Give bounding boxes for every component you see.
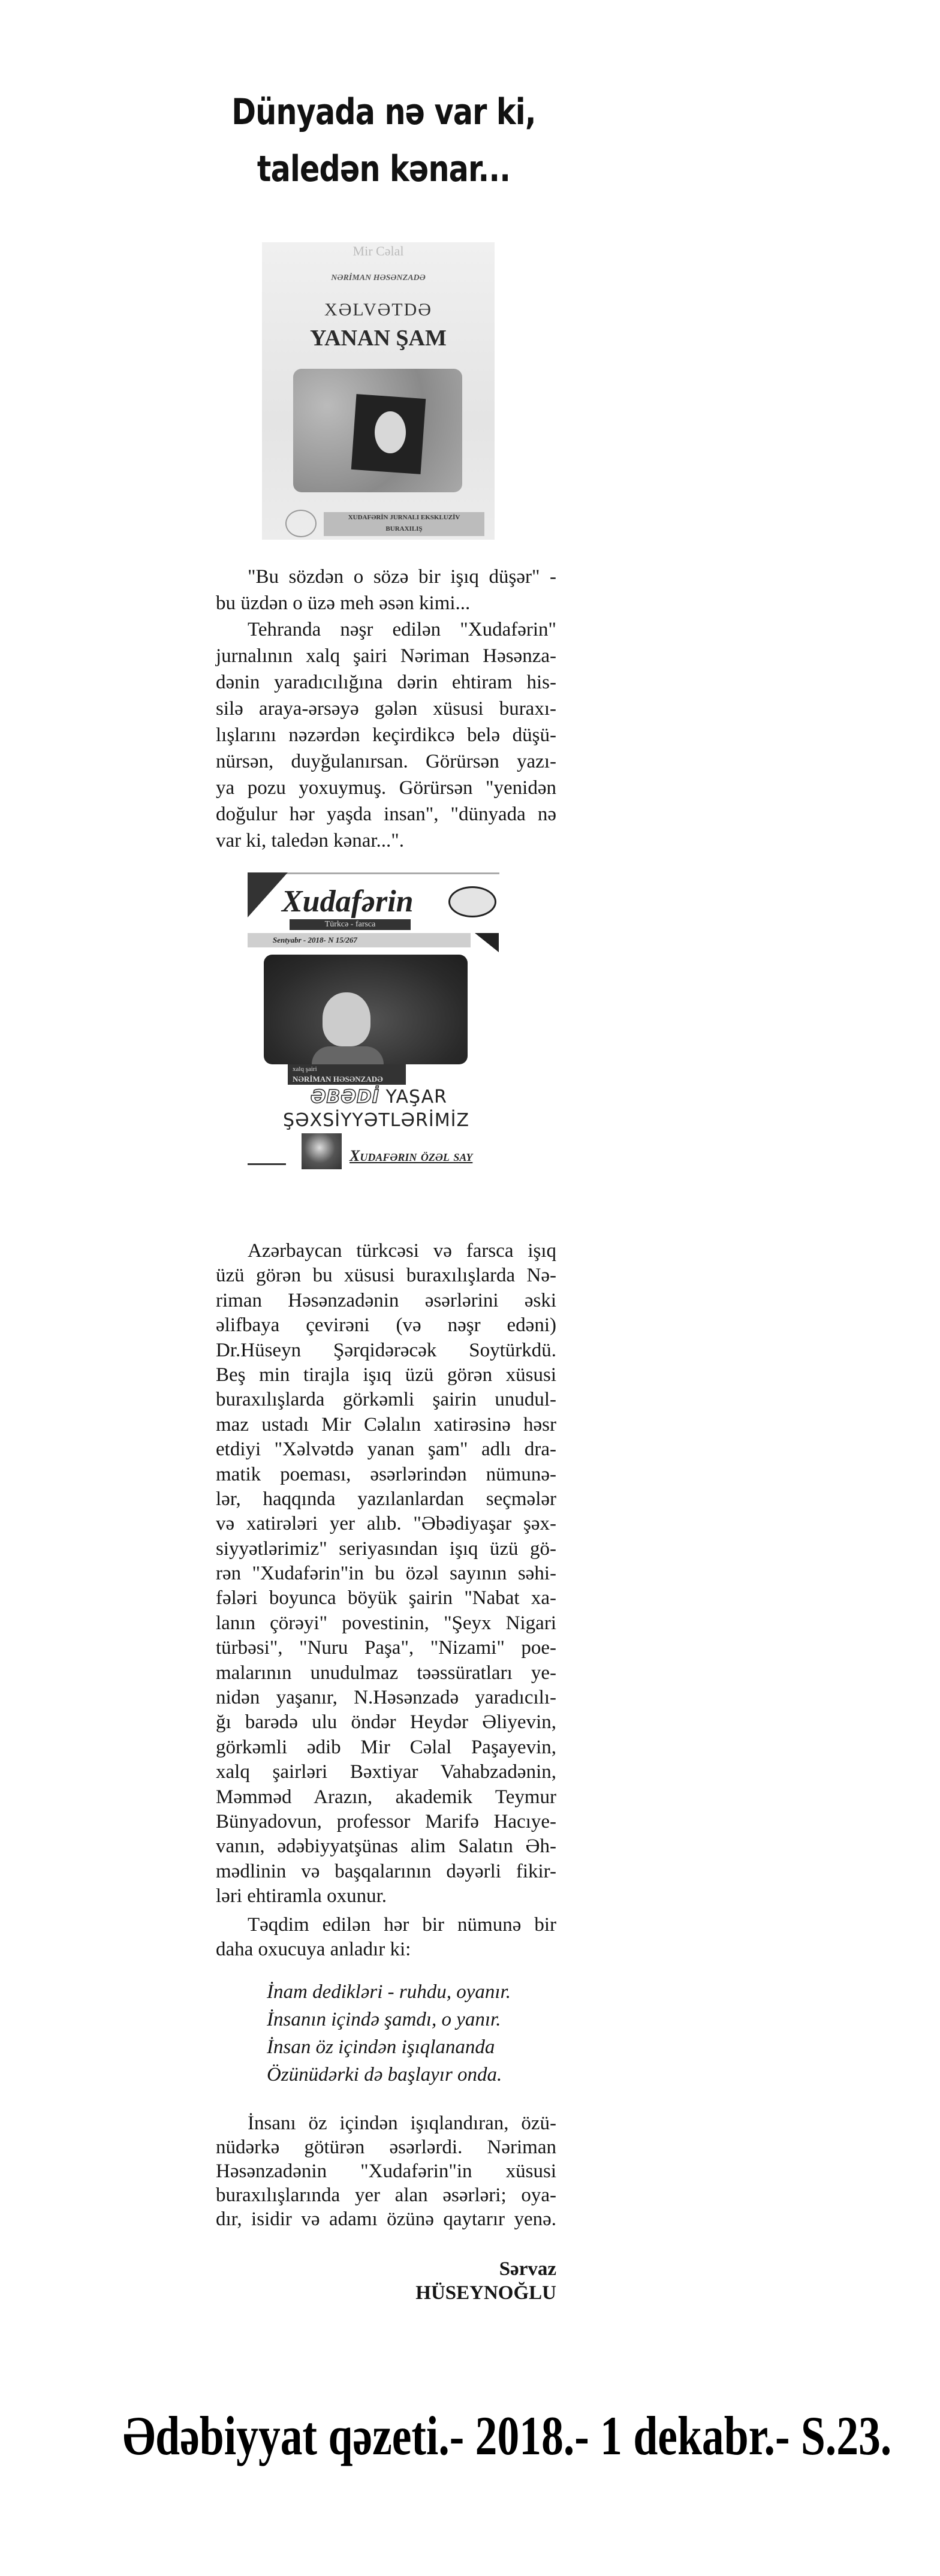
magazine-issue: Sentyabr - 2018- N 15/267 (273, 935, 357, 944)
source-citation: Ədəbiyyat qəzeti.- 2018.- 1 dekabr.- S.23. (122, 2405, 892, 2466)
text-line: üzü görən bu xüsusi buraxılışlarda Nə- (216, 1265, 556, 1287)
text-line: lışlarını nəzərdən keçirdikcə belə düşü- (216, 724, 556, 746)
text-line: Həsənzadənin "Xudafərin"in xüsusi (216, 2160, 556, 2182)
magazine-title: Xudafərin (282, 884, 414, 919)
text-line: türbəsi", "Nuru Paşa", "Nizami" poe- (216, 1637, 556, 1659)
cover-strip-line-1: XUDAFƏRİN JURNALI EKSKLUZİV (348, 514, 460, 521)
text-line: ğı barədə ulu öndər Heydər Əliyevin, (216, 1711, 556, 1734)
cover-logo-icon (285, 510, 317, 537)
cover-portrait-face (375, 411, 406, 453)
cover-title-line-1: XƏLVƏTDƏ (324, 300, 432, 320)
text-line: İnsanın içində şamdı, o yanır. (267, 2009, 501, 2030)
author-signature: Sərvaz HÜSEYNOĞLU (415, 2258, 556, 2304)
cover-title-line-2: YANAN ŞAM (310, 326, 447, 351)
poet-photo-face (323, 992, 370, 1046)
poem-quote (216, 1978, 556, 2089)
text-line: silə araya-ərsəyə gələn xüsusi buraxı- (216, 698, 556, 720)
series-word-2: YAŞAR (385, 1087, 447, 1108)
cover-author: NƏRİMAN HƏSƏNZADƏ (331, 273, 426, 282)
text-line: buraxılışlarda görkəmli şairin unudul- (216, 1389, 556, 1411)
closing-paragraph (216, 2111, 556, 2231)
magazine-rule (248, 1163, 286, 1165)
text-line: nüdərkə götürən əsərlərdi. Nəriman (216, 2136, 556, 2158)
text-line: Məmməd Arazın, akademik Teymur (216, 1786, 556, 1808)
caption-name: NƏRİMAN HƏSƏNZADƏ (293, 1075, 383, 1084)
text-line: İnsan öz içindən işıqlananda (267, 2036, 495, 2058)
poet-photo-suit (312, 1046, 384, 1064)
book-cover-image (262, 242, 495, 540)
text-line: Azərbaycan türkcəsi və farsca işıq (248, 1240, 556, 1262)
text-line: siyyətlərimiz" seriyasından işıq üzü gö- (216, 1537, 556, 1560)
magazine-date-band (248, 933, 471, 947)
text-line: ya pozu yoxuymuş. Görürsən "yenidən (216, 777, 556, 799)
text-line: maz ustadı Mir Cəlalın xatirəsinə həsr (216, 1413, 556, 1436)
intro-paragraph (216, 564, 556, 854)
text-line: Təqdim edilən hər bir nümunə bir (248, 1914, 556, 1936)
text-line: ləri ehtiramla oxunur. (216, 1885, 387, 1907)
special-issue-label: Xudafərin özəl say (350, 1147, 473, 1164)
headline-line-2: taledən kənar... (257, 148, 511, 190)
text-line: lanın çörəyi" povestinin, "Şeyx Nigari (216, 1612, 556, 1634)
magazine-languages: Türkcə - farsca (290, 919, 411, 930)
text-line: Beş min tirajla işıq üzü görən xüsusi (216, 1364, 556, 1386)
series-title-line-1 (311, 1087, 447, 1108)
text-line: jurnalının xalq şairi Nəriman Həsənza- (216, 645, 556, 667)
text-line: bu üzdən o üzə meh əsən kimi... (216, 592, 471, 614)
magazine-corner-triangle-right (475, 933, 499, 952)
text-line: rən "Xudafərin"in bu özəl sayının səhi- (216, 1563, 556, 1585)
headline-line-1: Dünyada nə var ki, (231, 91, 536, 133)
text-line: malarının unudulmaz təəssüratları ye- (216, 1662, 556, 1684)
text-line: vanın, ədəbiyyatşünas alim Salatın Əh- (216, 1835, 556, 1858)
caption-role: xalq şairi (293, 1066, 317, 1073)
text-line: mədlinin və başqalarının dəyərli fikir- (216, 1860, 556, 1882)
text-line: var ki, taledən kənar...". (216, 830, 405, 851)
text-line: nidən yaşanır, N.Həsənzadə yaradıcılı- (216, 1687, 556, 1709)
text-line: və xatirələri yer alıb. "Əbədiyaşar şəx- (216, 1513, 556, 1535)
series-title-line-2: ŞƏXSİYYƏTLƏRİMİZ (283, 1110, 469, 1131)
text-line: nürsən, duyğulanırsan. Görürsən yazı- (216, 751, 556, 772)
cover-top-text: Mir Cəlal (352, 243, 404, 258)
text-line: əlifbaya çevirəni (və nəşr edəni) (216, 1314, 556, 1337)
text-line: etdiyi "Xəlvətdə yanan şam" adlı dra- (216, 1439, 556, 1461)
text-line: Dr.Hüseyn Şərqidərəcək Soytürkdü. (216, 1339, 556, 1361)
text-line: görkəmli ədib Mir Cəlal Paşayevin, (216, 1736, 556, 1758)
text-line: fələri boyunca böyük şairin "Nabat xa- (216, 1587, 556, 1609)
text-line: daha oxucuya anladır ki: (216, 1939, 411, 1960)
cover-publisher-strip (324, 512, 484, 536)
text-line: lər, haqqında yazılanlardan seçmələr (216, 1488, 556, 1510)
text-line: xalq şairləri Bəxtiyar Vahabzadənin, (216, 1761, 556, 1783)
text-line: buraxılışlarında yer alan əsərləri; oya- (216, 2184, 556, 2206)
text-line: dır, isidir və adamı özünə qaytarır yenə. (216, 2208, 556, 2230)
text-line: matik poeması, əsərlərindən nümunə- (216, 1463, 556, 1485)
text-line: Özünüdərki də başlayır onda. (267, 2064, 502, 2086)
headline (216, 84, 551, 198)
text-line: "Bu sözdən o sözə bir işıq düşər" - (248, 566, 556, 588)
lead-in-paragraph (216, 1913, 556, 1962)
text-line: İnsanı öz içindən işıqlandıran, özü- (248, 2112, 556, 2134)
text-line: İnam dedikləri - ruhdu, oyanır. (267, 1981, 511, 2003)
cover-strip-line-2: BURAXILIŞ (385, 525, 423, 532)
photo-caption (288, 1064, 406, 1085)
text-line: Tehranda nəşr edilən "Xudafərin" (248, 619, 556, 640)
text-line: riman Həsənzadənin əsərlərini əski (216, 1289, 556, 1311)
text-line: dənin yaradıcılığına dərin ehtiram his- (216, 672, 556, 693)
series-word-1: ƏBƏDİ (311, 1087, 379, 1108)
text-line: Bünyadovun, professor Marifə Hacıye- (216, 1810, 556, 1832)
body-paragraph (216, 1239, 556, 1909)
magazine-emblem-icon (448, 886, 496, 917)
small-poet-photo (302, 1133, 342, 1169)
text-line: doğulur hər yaşda insan", "dünyada nə (216, 804, 556, 825)
